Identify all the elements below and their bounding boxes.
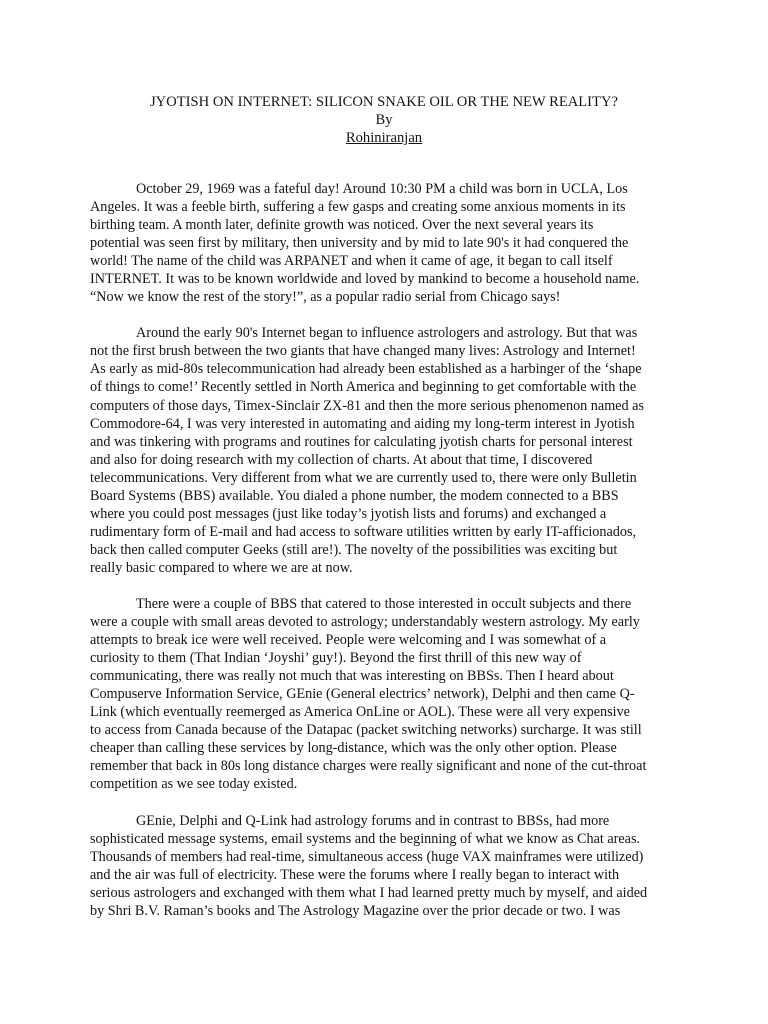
text-line: where you could post messages (just like today’s jyotish lists and forums) and exchanged a xyxy=(90,505,607,522)
author-name xyxy=(0,129,768,147)
text-line: were a couple with small areas devoted to astrology; understandably western astrology. My early xyxy=(90,614,640,631)
byline-label: By xyxy=(375,112,393,128)
text-line: birthing team. A month later, definite growth was noticed. Over the next several years its xyxy=(90,217,594,234)
paragraph xyxy=(90,595,710,794)
text-line: world! The name of the child was ARPANET and when it came of age, it began to call itself xyxy=(90,253,613,270)
text-line: Board Systems (BBS) available. You dialed a phone number, the modem connected to a BBS xyxy=(90,487,619,504)
text-line: Commodore-64, I was very interested in automating and aiding my long-term interest in Jyotish xyxy=(90,415,635,432)
text-line: potential was seen first by military, then university and by mid to late 90's it had conquered the xyxy=(90,235,629,252)
text-line: Link (which eventually reemerged as America OnLine or AOL). These were all very expensive xyxy=(90,704,630,721)
text-line: There were a couple of BBS that catered to those interested in occult subjects and there xyxy=(136,595,632,612)
author-name-text: Rohiniranjan xyxy=(345,130,423,146)
text-line: As early as mid-80s telecommunication had already been established as a harbinger of the ‘shape xyxy=(90,361,642,378)
text-line: curiosity to them (That Indian ‘Joyshi’ guy!). Beyond the first thrill of this new way of xyxy=(90,650,582,667)
text-line: and was tinkering with programs and routines for calculating jyotish charts for personal interest xyxy=(90,433,633,450)
text-line: really basic compared to where we are at now. xyxy=(90,559,353,576)
text-line: Thousands of members had real-time, simultaneous access (huge VAX mainframes were utilized) xyxy=(90,848,644,865)
text-line: back then called computer Geeks (still are!). The novelty of the possibilities was exciting but xyxy=(90,541,618,558)
text-line: Compuserve Information Service, GEnie (General electrics’ network), Delphi and then came Q- xyxy=(90,686,635,703)
text-line: cheaper than calling these services by long-distance, which was the only other option. Please xyxy=(90,740,617,757)
document-body xyxy=(90,180,710,938)
text-line: by Shri B.V. Raman’s books and The Astrology Magazine over the prior decade or two. I was xyxy=(90,902,621,919)
text-line: communicating, there was really not much that was interesting on BBSs. Then I heard about xyxy=(90,668,614,685)
text-line: attempts to break ice were well received. People were welcoming and I was somewhat of a xyxy=(90,632,607,649)
text-line: October 29, 1969 was a fateful day! Around 10:30 PM a child was born in UCLA, Los xyxy=(136,181,628,197)
text-line: sophisticated message systems, email systems and the beginning of what we know as Chat areas. xyxy=(90,830,641,847)
paragraph xyxy=(90,812,710,920)
text-line: remember that back in 80s long distance charges were really significant and none of the cut-throat xyxy=(90,758,647,775)
text-line: not the first brush between the two giants that have changed many lives: Astrology and Internet! xyxy=(90,343,636,360)
text-line: serious astrologers and exchanged with them what I had learned pretty much by myself, and aided xyxy=(90,884,648,901)
text-line: and the air was full of electricity. These were the forums where I really began to interact with xyxy=(90,866,620,883)
document-header xyxy=(0,93,768,147)
text-line: and also for doing research with my collection of charts. At about that time, I discovered xyxy=(90,451,593,468)
text-line: “Now we know the rest of the story!”, as a popular radio serial from Chicago says! xyxy=(90,289,561,306)
text-line: of things to come!’ Recently settled in North America and beginning to get comfortable with the xyxy=(90,379,637,396)
paragraph xyxy=(90,180,710,306)
paragraph xyxy=(90,324,710,577)
text-line: INTERNET. It was to be known worldwide and loved by mankind to become a household name. xyxy=(90,271,640,288)
text-line: competition as we see today existed. xyxy=(90,776,298,793)
text-line: computers of those days, Timex-Sinclair ZX-81 and then the more serious phenomenon named as xyxy=(90,397,644,414)
text-line: telecommunications. Very different from what we are currently used to, there were only Bulletin xyxy=(90,469,637,486)
text-line: rudimentary form of E-mail and had access to software utilities written by early IT-afficionados, xyxy=(90,523,637,540)
text-line: GEnie, Delphi and Q-Link had astrology forums and in contrast to BBSs, had more xyxy=(136,812,610,829)
text-line: Around the early 90's Internet began to influence astrologers and astrology. But that was xyxy=(136,325,638,342)
text-line: Angeles. It was a feeble birth, suffering a few gasps and creating some anxious moments in its xyxy=(90,199,626,216)
text-line: to access from Canada because of the Datapac (packet switching networks) surcharge. It was still xyxy=(90,722,642,739)
document-title: JYOTISH ON INTERNET: SILICON SNAKE OIL OR THE NEW REALITY? xyxy=(150,94,618,110)
